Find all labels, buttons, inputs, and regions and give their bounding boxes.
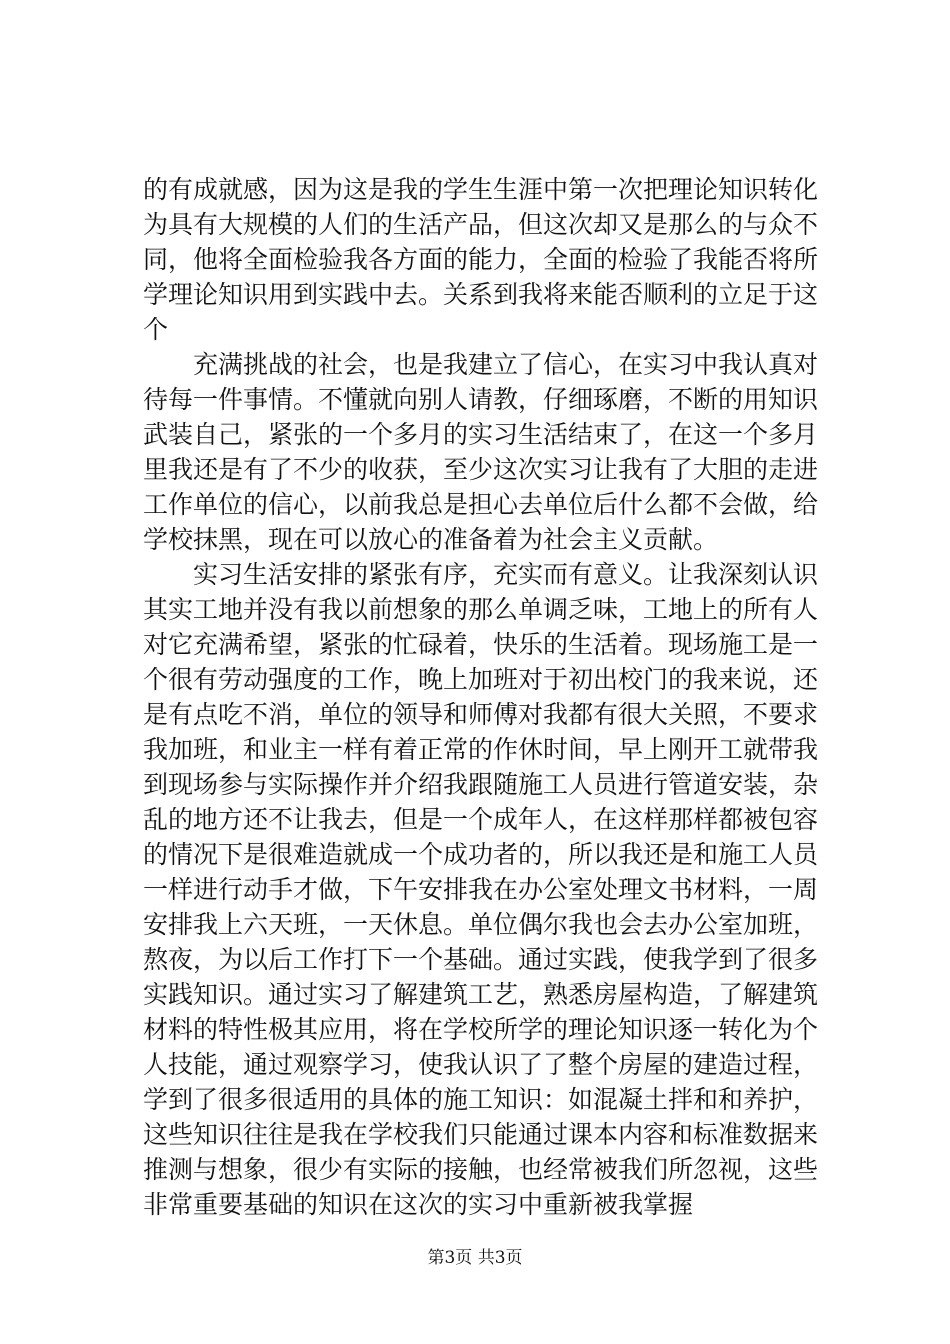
text-line: 材料的特性极其应用，将在学校所学的理论知识逐一转化为个 [143, 1015, 819, 1044]
text-line: 非常重要基础的知识在这次的实习中重新被我掌握 [143, 1190, 694, 1219]
text-line: 实习生活安排的紧张有序，充实而有意义。让我深刻认识 [143, 560, 819, 589]
text-line: 里我还是有了不少的收获，至少这次实习让我有了大胆的走进 [143, 455, 819, 484]
body-text [143, 172, 819, 1222]
text-line: 武装自己，紧张的一个多月的实习生活结束了，在这一个多月 [143, 420, 819, 449]
text-line: 安排我上六天班，一天休息。单位偶尔我也会去办公室加班， [143, 910, 819, 939]
text-line: 其实工地并没有我以前想象的那么单调乏味，工地上的所有人 [143, 595, 819, 624]
text-line: 熬夜，为以后工作打下一个基础。通过实践，使我学到了很多 [143, 945, 819, 974]
text-line: 的有成就感，因为这是我的学生生涯中第一次把理论知识转化 [143, 175, 819, 204]
text-line: 乱的地方还不让我去，但是一个成年人，在这样那样都被包容 [143, 805, 819, 834]
text-line: 一样进行动手才做，下午安排我在办公室处理文书材料，一周 [143, 875, 819, 904]
page-footer: 第3页 共3页 [427, 1248, 523, 1268]
text-line: 充满挑战的社会，也是我建立了信心，在实习中我认真对 [143, 350, 819, 379]
text-line: 学到了很多很适用的具体的施工知识：如混凝土拌和和养护， [143, 1085, 819, 1114]
text-line: 是有点吃不消，单位的领导和师傅对我都有很大关照，不要求 [143, 700, 819, 729]
text-line: 到现场参与实际操作并介绍我跟随施工人员进行管道安装，杂 [143, 770, 819, 799]
text-line: 这些知识往往是我在学校我们只能通过课本内容和标准数据来 [143, 1120, 819, 1149]
text-line: 学理论知识用到实践中去。关系到我将来能否顺利的立足于这 [143, 280, 819, 309]
text-line: 人技能，通过观察学习，使我认识了了整个房屋的建造过程， [143, 1050, 819, 1079]
text-line: 对它充满希望，紧张的忙碌着，快乐的生活着。现场施工是一 [143, 630, 819, 659]
text-line: 同，他将全面检验我各方面的能力，全面的检验了我能否将所 [143, 245, 819, 274]
text-line: 个 [143, 315, 169, 344]
text-line: 待每一件事情。不懂就向别人请教，仔细琢磨，不断的用知识 [143, 385, 819, 414]
text-line: 工作单位的信心，以前我总是担心去单位后什么都不会做，给 [143, 490, 819, 519]
text-line: 的情况下是很难造就成一个成功者的，所以我还是和施工人员 [143, 840, 819, 869]
text-line: 实践知识。通过实习了解建筑工艺，熟悉房屋构造，了解建筑 [143, 980, 819, 1009]
text-line: 我加班，和业主一样有着正常的作休时间，早上刚开工就带我 [143, 735, 819, 764]
text-line: 推测与想象，很少有实际的接触，也经常被我们所忽视，这些 [143, 1155, 819, 1184]
text-line: 个很有劳动强度的工作，晚上加班对于初出校门的我来说，还 [143, 665, 819, 694]
text-line: 为具有大规模的人们的生活产品，但这次却又是那么的与众不 [143, 210, 819, 239]
text-line: 学校抹黑，现在可以放心的准备着为社会主义贡献。 [143, 525, 719, 554]
